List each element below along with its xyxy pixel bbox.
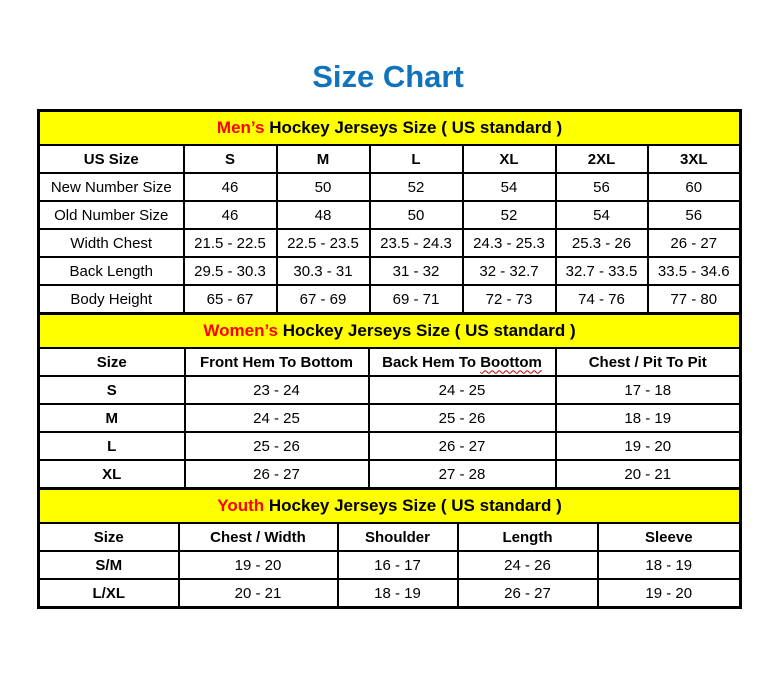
womens-section-row [39, 314, 741, 349]
cell: 72 - 73 [463, 285, 556, 314]
page-title: Size Chart [312, 59, 464, 94]
cell: 26 - 27 [648, 229, 741, 257]
cell: 23 - 24 [185, 376, 369, 404]
cell: 77 - 80 [648, 285, 741, 314]
mens-section-row [39, 111, 741, 146]
cell: 18 - 19 [598, 551, 741, 579]
cell: 19 - 20 [598, 579, 741, 608]
cell: 25.3 - 26 [556, 229, 648, 257]
cell: 18 - 19 [338, 579, 458, 608]
row-label: Old Number Size [39, 201, 184, 229]
cell: 25 - 26 [185, 432, 369, 460]
cell: 16 - 17 [338, 551, 458, 579]
cell: 46 [184, 201, 277, 229]
youth-section-row [39, 489, 741, 524]
cell: 56 [648, 201, 741, 229]
row-label: S [39, 376, 185, 404]
cell: 20 - 21 [556, 460, 741, 489]
cell: 18 - 19 [556, 404, 741, 432]
cell: 65 - 67 [184, 285, 277, 314]
table-row [39, 201, 741, 229]
mens-section-accent: Men’s [216, 118, 265, 138]
cell: 31 - 32 [370, 257, 463, 285]
cell: 24 - 25 [185, 404, 369, 432]
cell: 26 - 27 [458, 579, 598, 608]
table-row [39, 229, 741, 257]
col-header-xl: XL [463, 145, 556, 173]
cell: 50 [277, 173, 370, 201]
mens-section-rest: Hockey Jerseys Size ( US standard ) [264, 118, 563, 138]
cell: 24.3 - 25.3 [463, 229, 556, 257]
mens-section-title [39, 111, 741, 146]
cell: 67 - 69 [277, 285, 370, 314]
table-row [39, 460, 741, 489]
table-row [39, 257, 741, 285]
cell: 20 - 21 [179, 579, 338, 608]
col-header-m: M [277, 145, 370, 173]
row-label: Width Chest [39, 229, 184, 257]
row-label: L/XL [39, 579, 179, 608]
row-label: Body Height [39, 285, 184, 314]
womens-section-accent: Women’s [203, 321, 278, 341]
mens-size-table [37, 109, 742, 315]
cell: 21.5 - 22.5 [184, 229, 277, 257]
cell: 23.5 - 24.3 [370, 229, 463, 257]
youth-section-accent: Youth [217, 496, 265, 516]
row-label: L [39, 432, 185, 460]
cell: 56 [556, 173, 648, 201]
cell: 25 - 26 [369, 404, 556, 432]
cell: 27 - 28 [369, 460, 556, 489]
table-row [39, 432, 741, 460]
womens-section-rest: Hockey Jerseys Size ( US standard ) [278, 321, 576, 341]
cell: 26 - 27 [185, 460, 369, 489]
cell: 54 [463, 173, 556, 201]
cell: 30.3 - 31 [277, 257, 370, 285]
row-label: M [39, 404, 185, 432]
womens-size-table [37, 312, 742, 490]
col-header-back-hem [369, 348, 556, 376]
col-header-chest-pit: Chest / Pit To Pit [556, 348, 741, 376]
cell: 26 - 27 [369, 432, 556, 460]
cell: 54 [556, 201, 648, 229]
cell: 60 [648, 173, 741, 201]
cell: 24 - 25 [369, 376, 556, 404]
col-header-size: Size [39, 348, 185, 376]
youth-size-table [37, 487, 742, 609]
col-header-size: Size [39, 523, 179, 551]
row-label: XL [39, 460, 185, 489]
col-header-3xl: 3XL [648, 145, 741, 173]
table-row [39, 376, 741, 404]
back-hem-prefix: Back Hem To [382, 353, 481, 371]
col-header-s: S [184, 145, 277, 173]
row-label: Back Length [39, 257, 184, 285]
cell: 19 - 20 [179, 551, 338, 579]
cell: 33.5 - 34.6 [648, 257, 741, 285]
table-row [39, 404, 741, 432]
table-row [39, 173, 741, 201]
row-label: S/M [39, 551, 179, 579]
cell: 29.5 - 30.3 [184, 257, 277, 285]
cell: 24 - 26 [458, 551, 598, 579]
cell: 32.7 - 33.5 [556, 257, 648, 285]
col-header-chest-width: Chest / Width [179, 523, 338, 551]
table-row [39, 579, 741, 608]
cell: 69 - 71 [370, 285, 463, 314]
cell: 17 - 18 [556, 376, 741, 404]
table-row [39, 285, 741, 314]
youth-header-row [39, 523, 741, 551]
col-header-front-hem: Front Hem To Bottom [185, 348, 369, 376]
womens-header-row [39, 348, 741, 376]
col-header-sleeve: Sleeve [598, 523, 741, 551]
youth-section-rest: Hockey Jerseys Size ( US standard ) [264, 496, 562, 516]
mens-header-row [39, 145, 741, 173]
womens-section-title [39, 314, 741, 349]
cell: 46 [184, 173, 277, 201]
cell: 32 - 32.7 [463, 257, 556, 285]
table-row [39, 551, 741, 579]
cell: 52 [463, 201, 556, 229]
col-header-l: L [370, 145, 463, 173]
cell: 74 - 76 [556, 285, 648, 314]
cell: 19 - 20 [556, 432, 741, 460]
cell: 22.5 - 23.5 [277, 229, 370, 257]
size-chart [37, 109, 739, 609]
cell: 50 [370, 201, 463, 229]
row-label: New Number Size [39, 173, 184, 201]
cell: 52 [370, 173, 463, 201]
col-header-2xl: 2XL [556, 145, 648, 173]
back-hem-misspelled-word: Boottom [480, 353, 542, 371]
cell: 48 [277, 201, 370, 229]
col-header-length: Length [458, 523, 598, 551]
col-header-shoulder: Shoulder [338, 523, 458, 551]
youth-section-title [39, 489, 741, 524]
col-header-us-size: US Size [39, 145, 184, 173]
